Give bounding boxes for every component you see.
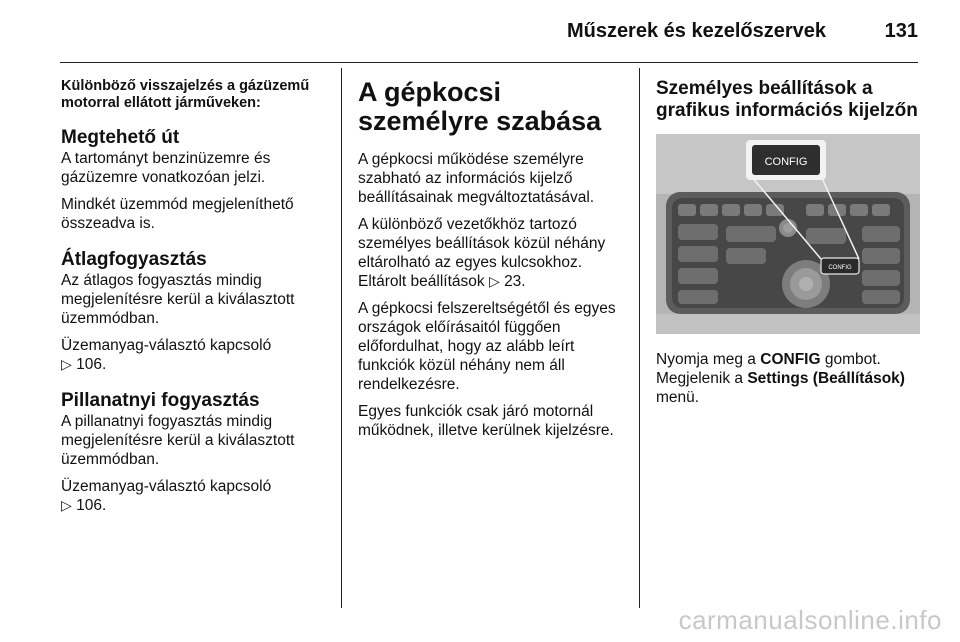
range-text-1: A tartományt benzinüzemre és gázüzemre vonatkozóan jelzi. [61,150,271,186]
instruction-1-pre: Nyomja meg a [656,351,756,368]
intro-text: Különböző visszajelzés a gázüzemű motorral ellátott járműveken: [61,78,310,111]
column-1 [61,78,329,523]
page-number: 131 [884,20,918,42]
personal-text-4: Egyes funkciók csak járó motornál működnek, illetve kerülnek kijelzésre. [358,403,614,439]
personal-text-2-body: A különböző vezetőkhöz tartozó személyes beállítások közül néhány eltárolható az egyes kulcsokhoz. Eltárolt beállítások [358,216,606,290]
arrow-reference-icon: ▷ [61,497,72,513]
config-term: CONFIG [760,351,821,368]
heading-instant-consumption: Pillanatnyi fogyasztás [61,390,260,411]
column-2 [358,78,626,448]
heading-average-consumption: Átlagfogyasztás [61,249,207,270]
small-config-label: CONFIG [828,265,852,271]
section-title: A gépkocsi személyre szabása [358,77,602,136]
instruction-1-post: gombot. [824,351,881,368]
average-ref-link[interactable]: 106. [76,356,107,373]
stored-settings-ref-link[interactable]: 23. [504,273,526,290]
arrow-reference-icon: ▷ [61,356,72,372]
column-divider-2 [639,68,640,608]
heading-range: Megtehető út [61,127,180,148]
config-button-label: CONFIG [764,156,808,168]
average-text-2 [61,336,329,374]
header-title: Műszerek és kezelőszervek [566,20,826,42]
instant-ref-label: Üzemanyag-választó kapcsoló [61,478,272,495]
range-text-2: Mindkét üzemmód megjeleníthető összeadva is. [61,196,294,232]
personal-text-3: A gépkocsi felszereltségétől és egyes országok előírásaitól függően előfordulhat, hogy az alább leírt funkciók közül néhány nem áll rendelkezésre. [358,300,616,393]
average-text-1: Az átlagos fogyasztás mindig megjelenítésre kerül a kiválasztott üzemmódban. [61,272,295,327]
arrow-reference-icon: ▷ [488,273,500,289]
average-ref-label: Üzemanyag-választó kapcsoló [61,337,272,354]
personal-text-2 [358,215,626,291]
column-divider-1 [341,68,342,608]
instant-text-1: A pillanatnyi fogyasztás mindig megjelenítésre kerül a kiválasztott üzemmódban. [61,413,295,468]
instruction-2-pre: Megjelenik a [656,370,744,387]
instant-text-2 [61,477,329,515]
instruction-1 [656,350,924,407]
column-3 [656,78,924,415]
settings-term: Settings (Beállítások) [747,370,905,387]
personal-text-1: A gépkocsi működése személyre szabható az információs kijelző beállításainak megváltoztatásával. [358,151,595,206]
console-photo [656,134,920,334]
instant-ref-link[interactable]: 106. [76,497,107,514]
watermark: carmanualsonline.info [678,605,942,635]
subsection-title: Személyes beállítások a grafikus információs kijelzőn [656,78,918,121]
page-header [60,0,918,63]
instruction-2-post: menü. [656,389,700,406]
